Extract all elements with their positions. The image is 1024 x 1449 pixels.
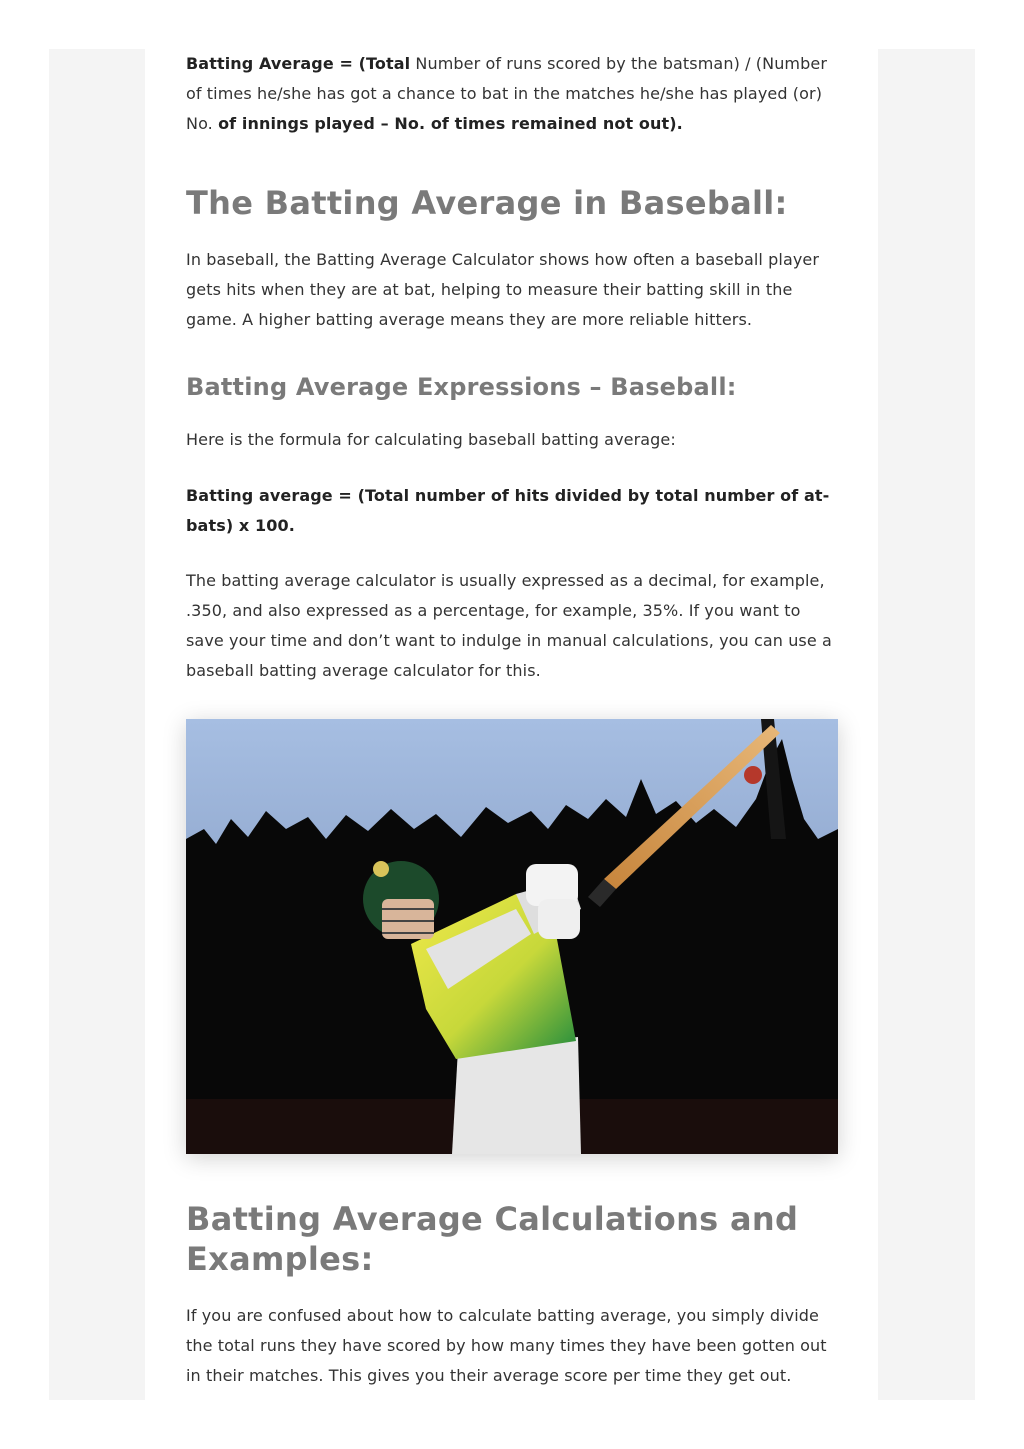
- intro-formula-bold-start: Batting Average = (Total: [186, 54, 411, 73]
- expressions-formula: [186, 481, 838, 541]
- examples-paragraph: If you are confused about how to calculate batting average, you simply divide the total runs they have scored by how many times they have been gotten out in their matches. This gives you their average score per time they get out.: [186, 1306, 827, 1385]
- baseball-heading: The Batting Average in Baseball:: [186, 184, 788, 222]
- article-content: [145, 49, 878, 1400]
- intro-formula-block: [186, 49, 838, 139]
- examples-heading: Batting Average Calculations and Examples:: [186, 1200, 799, 1278]
- intro-formula-paragraph: [186, 49, 838, 139]
- cricket-batsman-photo: [186, 719, 838, 1154]
- baseball-paragraph: In baseball, the Batting Average Calculator shows how often a baseball player gets hits when they are at bat, helping to measure their batting skill in the game. A higher batting average means they are more reliable hitters.: [186, 250, 820, 329]
- expressions-formula-block: [186, 481, 838, 541]
- expressions-heading: Batting Average Expressions – Baseball:: [186, 373, 737, 401]
- examples-paragraph-block: [186, 1301, 838, 1391]
- expressions-intro: Here is the formula for calculating baseball batting average:: [186, 430, 676, 449]
- expressions-intro-block: [186, 425, 838, 455]
- expressions-paragraph: The batting average calculator is usually expressed as a decimal, for example, .350, and also expressed as a percentage, for example, 35%. If you want to save your time and don’t want to indulge in manual calculations, you can use a baseball batting average calculator for this.: [186, 571, 832, 680]
- baseball-paragraph-block: [186, 245, 838, 335]
- intro-formula-bold-end: of innings played – No. of times remained not out).: [218, 114, 683, 133]
- expressions-heading-block: [186, 371, 838, 403]
- examples-heading-block: [186, 1199, 838, 1279]
- expressions-formula-bold: Batting average = (Total number of hits divided by total number of at-bats) x 100.: [186, 486, 830, 535]
- baseball-heading-block: [186, 183, 838, 223]
- expressions-paragraph-block: [186, 566, 838, 686]
- intro-formula-text: Number of runs scored by the batsman) / (Number of times he/she has got a chance to bat in the matches he/she has played (or) No.: [186, 54, 827, 133]
